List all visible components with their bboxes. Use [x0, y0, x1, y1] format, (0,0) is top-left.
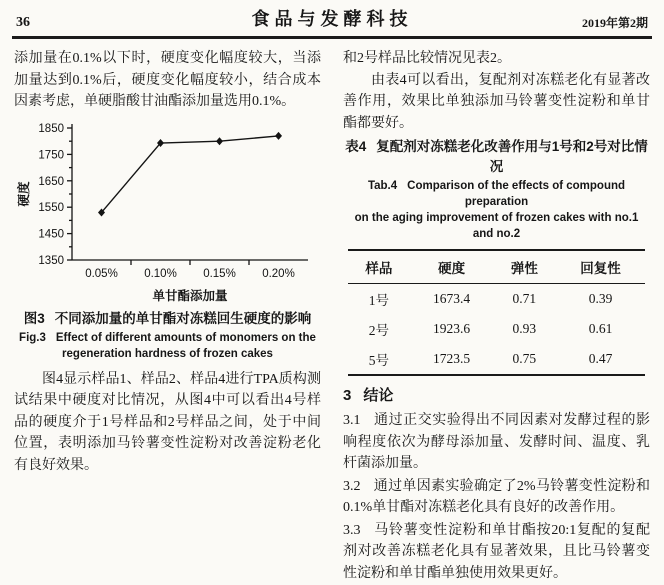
svg-text:0.20%: 0.20% [262, 267, 295, 280]
conclusion-number: 3.3 [343, 522, 361, 538]
table-cell: 0.47 [588, 351, 613, 366]
right-column [343, 48, 650, 585]
svg-text:1450: 1450 [38, 228, 64, 241]
table-cell: 2号 [368, 323, 389, 338]
table-row [348, 284, 646, 315]
table-cell: 1673.4 [433, 291, 471, 306]
figure-number-zh: 图3 [23, 310, 45, 326]
table-header-row [348, 250, 646, 284]
table-caption-en-text: Comparison of the effects of compound preparation [407, 180, 626, 208]
svg-text:0.05%: 0.05% [85, 267, 118, 280]
table-number-en: Tab.4 [367, 180, 398, 192]
body-paragraph: 和2号样品比较情况见表2。 [343, 51, 511, 66]
table-caption-zh-text: 复配剂对冻糕老化改善作用与1号和2号对比情况 [376, 139, 648, 174]
figure-number-en: Fig.3 [19, 331, 46, 344]
journal-title: 食品与发酵科技 [251, 9, 413, 29]
svg-text:0.15%: 0.15% [203, 267, 236, 280]
table-caption-en-line3: and no.2 [472, 228, 521, 240]
table-cell: 0.93 [512, 321, 537, 336]
conclusion-number: 3.2 [343, 478, 361, 494]
body-paragraph: 由表4可以看出，复配剂对冻糕老化有显著改善作用，效果比单独添加马铃薯变性淀粉和单甘酯都要好。 [343, 72, 650, 131]
left-column [14, 48, 321, 585]
table-cell: 1723.5 [433, 351, 471, 366]
section-title: 结论 [363, 387, 394, 404]
section-heading [343, 384, 650, 405]
table-header-cell: 样品 [348, 250, 411, 284]
table-cell: 0.71 [512, 291, 537, 306]
table-header-cell: 回复性 [556, 250, 646, 284]
table4 [348, 249, 646, 376]
page-header [12, 5, 652, 39]
figure3-chart [14, 116, 321, 306]
conclusion-item [343, 476, 650, 519]
issue-label: 2019年第2期 [581, 16, 648, 30]
table-header-cell: 硬度 [410, 250, 493, 284]
svg-text:单甘酯添加量: 单甘酯添加量 [152, 288, 228, 303]
conclusion-text: 马铃薯变性淀粉和单甘酯按20:1复配的复配剂对改善冻糕老化具有显著效果，且比马铃薯变性淀粉和单甘酯单独使用效果更好。 [343, 522, 650, 581]
table-caption-en-line1 [343, 178, 650, 210]
svg-text:1650: 1650 [38, 175, 64, 188]
conclusion-text: 通过正交实验得出不同因素对发酵过程的影响程度依次为酵母添加量、发酵时间、温度、乳杆菌添加量。 [343, 413, 650, 471]
figure3-caption [14, 307, 321, 362]
table-cell: 0.61 [588, 321, 613, 336]
figure3-line-chart [14, 116, 324, 306]
table-number-zh: 表4 [345, 139, 367, 154]
page-number: 36 [16, 15, 30, 30]
table-header-cell: 弹性 [493, 250, 556, 284]
conclusion-number: 3.1 [343, 413, 361, 428]
svg-text:1550: 1550 [38, 201, 64, 214]
svg-text:1850: 1850 [38, 122, 64, 135]
table-cell: 1号 [368, 293, 389, 308]
svg-text:0.10%: 0.10% [144, 267, 177, 280]
body-paragraph: 添加量在0.1%以下时，硬度变化幅度较大，当添加量达到0.1%后，硬度变化幅度较小，结合成本因素考虑，单硬脂酸甘油酯添加量选用0.1%。 [14, 51, 321, 109]
table-cell: 1923.6 [433, 321, 471, 336]
figure-caption-en-text: Effect of different amounts of monomers on the [55, 331, 316, 344]
table-cell: 0.75 [512, 351, 537, 366]
figure-caption-zh [14, 307, 321, 327]
two-column-layout [12, 39, 652, 585]
table-row [348, 344, 646, 375]
svg-text:硬度: 硬度 [17, 180, 31, 207]
table-caption-en-line2: on the aging improvement of frozen cakes with no.1 [354, 212, 639, 224]
conclusion-item [343, 520, 650, 585]
svg-text:1750: 1750 [38, 148, 64, 161]
conclusion-text: 通过单因素实验确定了2%马铃薯变性淀粉和0.1%单甘酯对冻糕老化具有良好的改善作用。 [343, 478, 650, 515]
section-number: 3 [343, 387, 352, 404]
table-cell: 5号 [368, 353, 389, 368]
figure-caption-zh-text: 不同添加量的单甘酯对冻糕回生硬度的影响 [54, 310, 312, 326]
conclusion-item [343, 410, 650, 475]
figure-caption-en-line1 [14, 330, 321, 346]
table-cell: 0.39 [588, 291, 613, 306]
table-row [348, 314, 646, 344]
body-paragraph: 图4显示样品1、样品2、样品4进行TPA质构测试结果中硬度对比情况，从图4中可以看出4号样品的硬度介于1号样品和2号样品之间，处于中间位置，表明添加马铃薯变性淀粉对改善淀粉老化有良好效果。 [14, 371, 321, 473]
table-caption-zh [343, 135, 650, 175]
figure-caption-en-line2: regeneration hardness of frozen cakes [62, 347, 273, 360]
svg-text:1350: 1350 [38, 254, 64, 267]
table4-caption [343, 135, 650, 242]
